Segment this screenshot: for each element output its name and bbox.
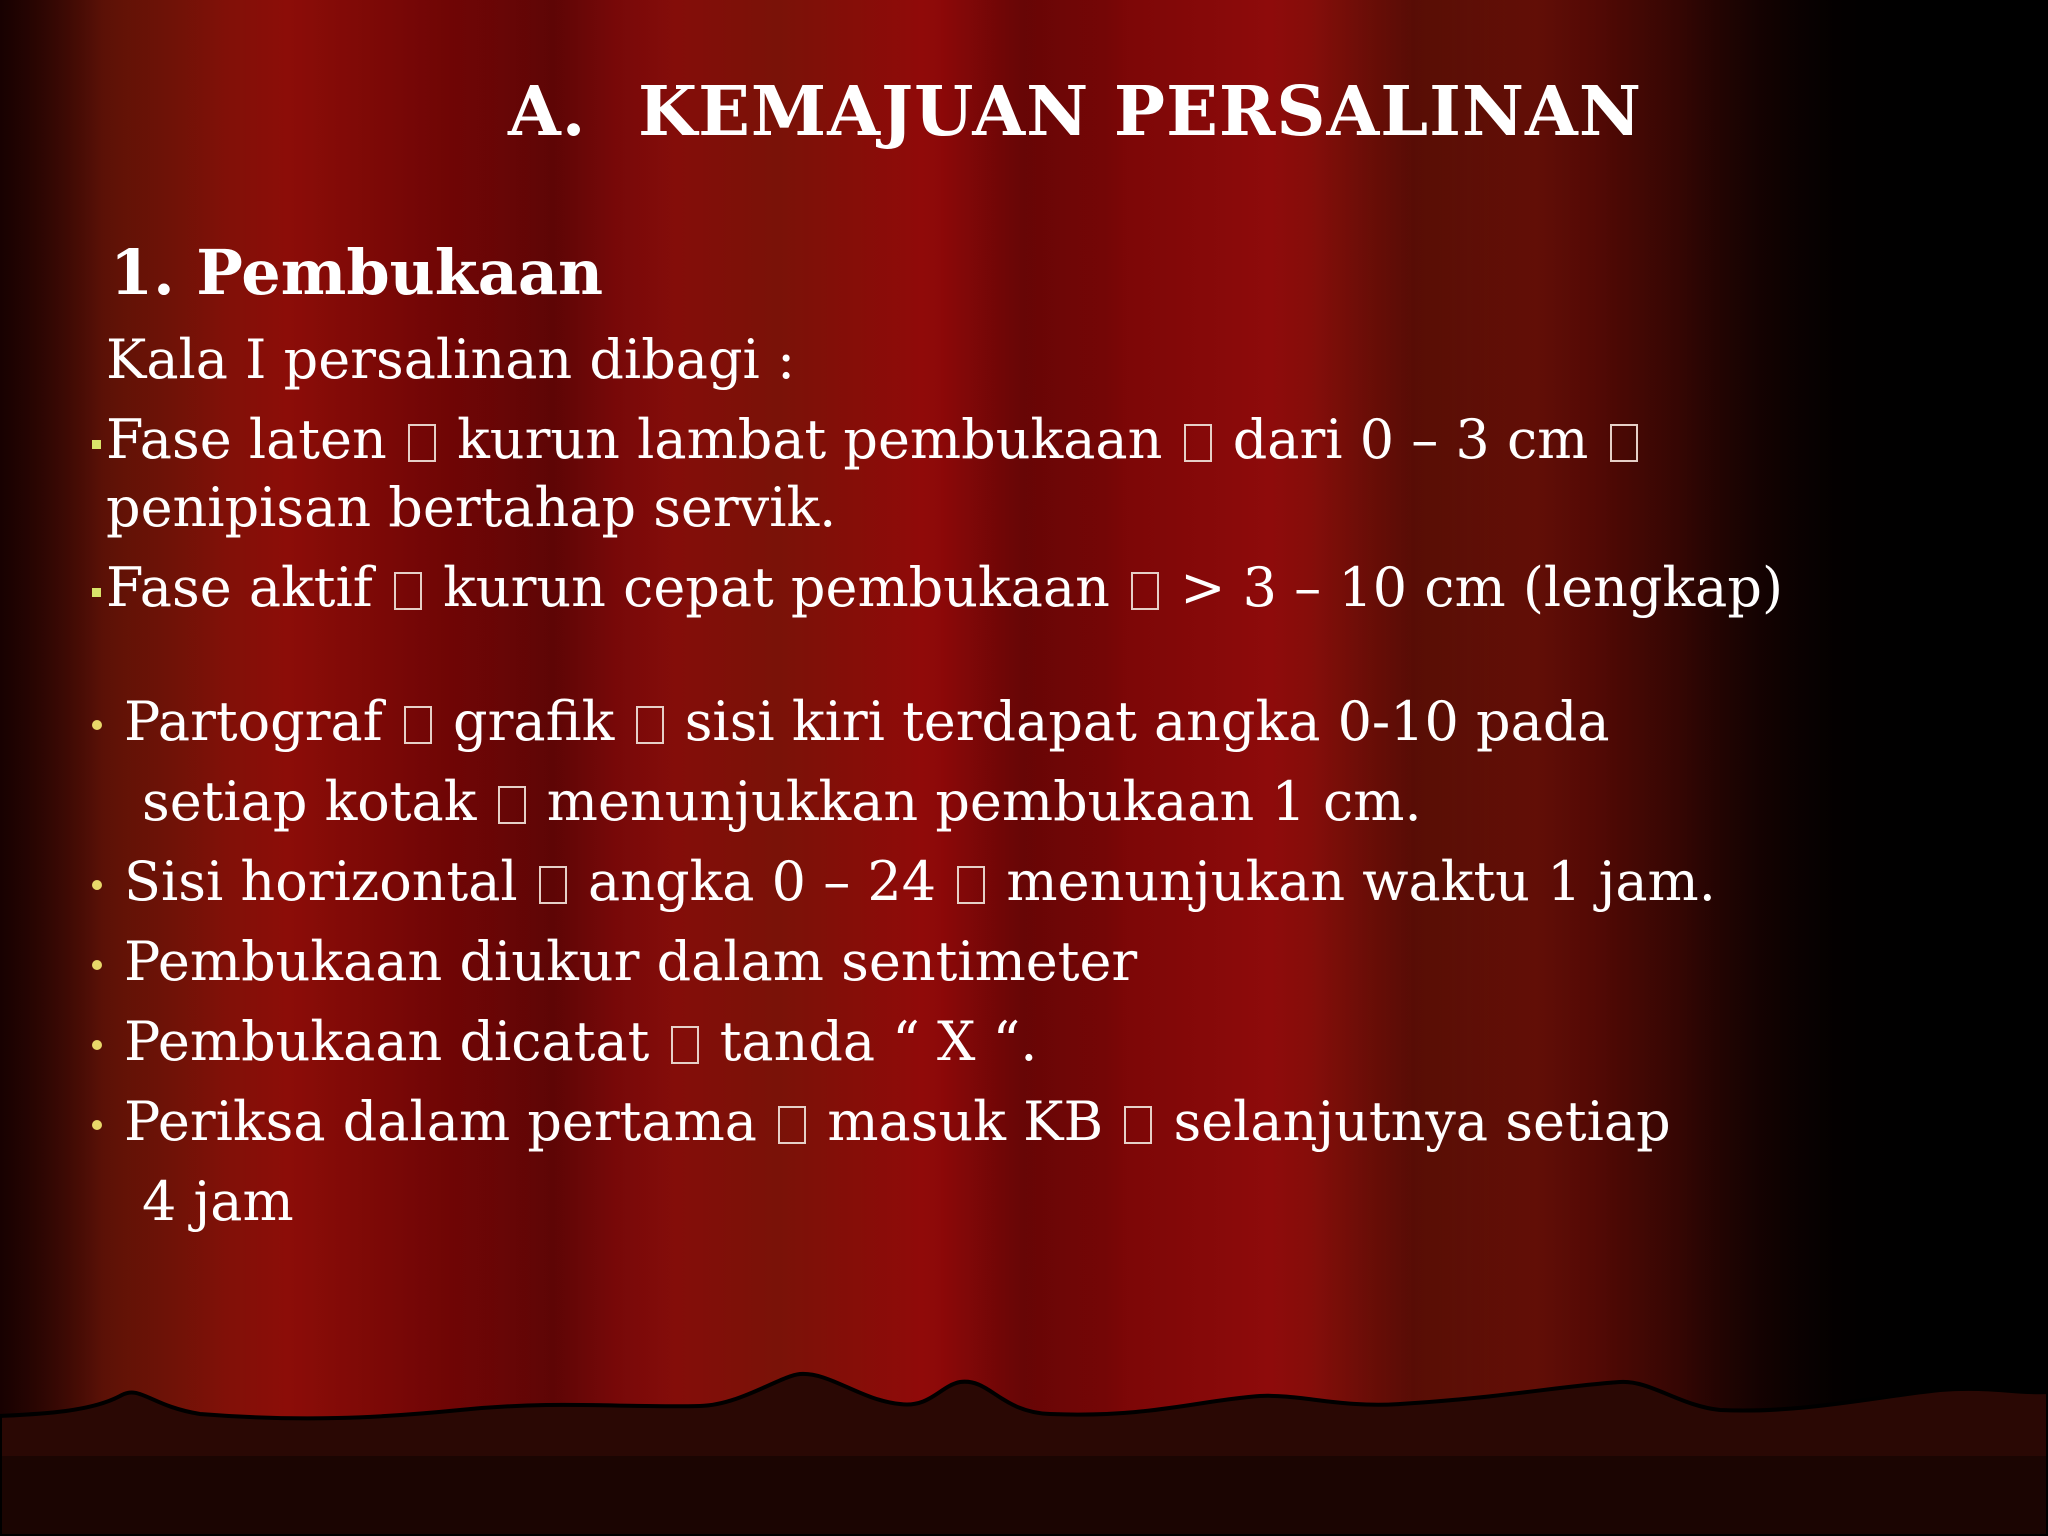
missing-glyph-box-icon xyxy=(1184,424,1212,462)
phase-line: Fase laten kurun lambat pembukaan dari 0 – 3 cm xyxy=(106,406,1642,474)
missing-glyph-box-icon xyxy=(404,706,432,744)
list-item-continued: setiap kotak menunjukkan pembukaan 1 cm. xyxy=(142,770,1422,833)
round-bullet-icon xyxy=(92,720,102,730)
round-bullet-icon xyxy=(92,1040,102,1050)
missing-glyph-box-icon xyxy=(778,1106,806,1144)
round-bullet-icon xyxy=(92,880,102,890)
square-bullet-icon xyxy=(92,440,101,449)
round-bullet-icon xyxy=(92,960,102,970)
stage-floor xyxy=(0,1356,2048,1536)
missing-glyph-box-icon xyxy=(636,706,664,744)
title-number: A. xyxy=(508,72,587,152)
phase-line: Fase aktif kurun cepat pembukaan > 3 – 10 cm (lengkap) xyxy=(106,556,1784,619)
title-text: KEMAJUAN PERSALINAN xyxy=(638,72,1642,152)
missing-glyph-box-icon xyxy=(394,572,422,610)
list-item: Partograf grafik sisi kiri terdapat angka 0-10 pada xyxy=(124,690,1610,753)
missing-glyph-box-icon xyxy=(539,866,567,904)
slide-title xyxy=(508,72,1642,152)
missing-glyph-box-icon xyxy=(1131,572,1159,610)
list-item: Periksa dalam pertama masuk KB selanjutnya setiap xyxy=(124,1090,1671,1153)
missing-glyph-box-icon xyxy=(498,786,526,824)
intro-text: Kala I persalinan dibagi : xyxy=(106,328,796,391)
missing-glyph-box-icon xyxy=(1610,424,1638,462)
phase-line-continued: penipisan bertahap servik. xyxy=(106,476,837,539)
list-item: Sisi horizontal angka 0 – 24 menunjukan waktu 1 jam. xyxy=(124,850,1716,913)
square-bullet-icon xyxy=(92,588,101,597)
round-bullet-icon xyxy=(92,1120,102,1130)
missing-glyph-box-icon xyxy=(1124,1106,1152,1144)
missing-glyph-box-icon xyxy=(957,866,985,904)
list-item: Pembukaan dicatat tanda “ X “. xyxy=(124,1010,1038,1073)
list-item-continued: 4 jam xyxy=(142,1170,294,1233)
missing-glyph-box-icon xyxy=(671,1026,699,1064)
list-item: Pembukaan diukur dalam sentimeter xyxy=(124,930,1138,993)
subheading: 1. Pembukaan xyxy=(110,236,604,309)
missing-glyph-box-icon xyxy=(408,424,436,462)
